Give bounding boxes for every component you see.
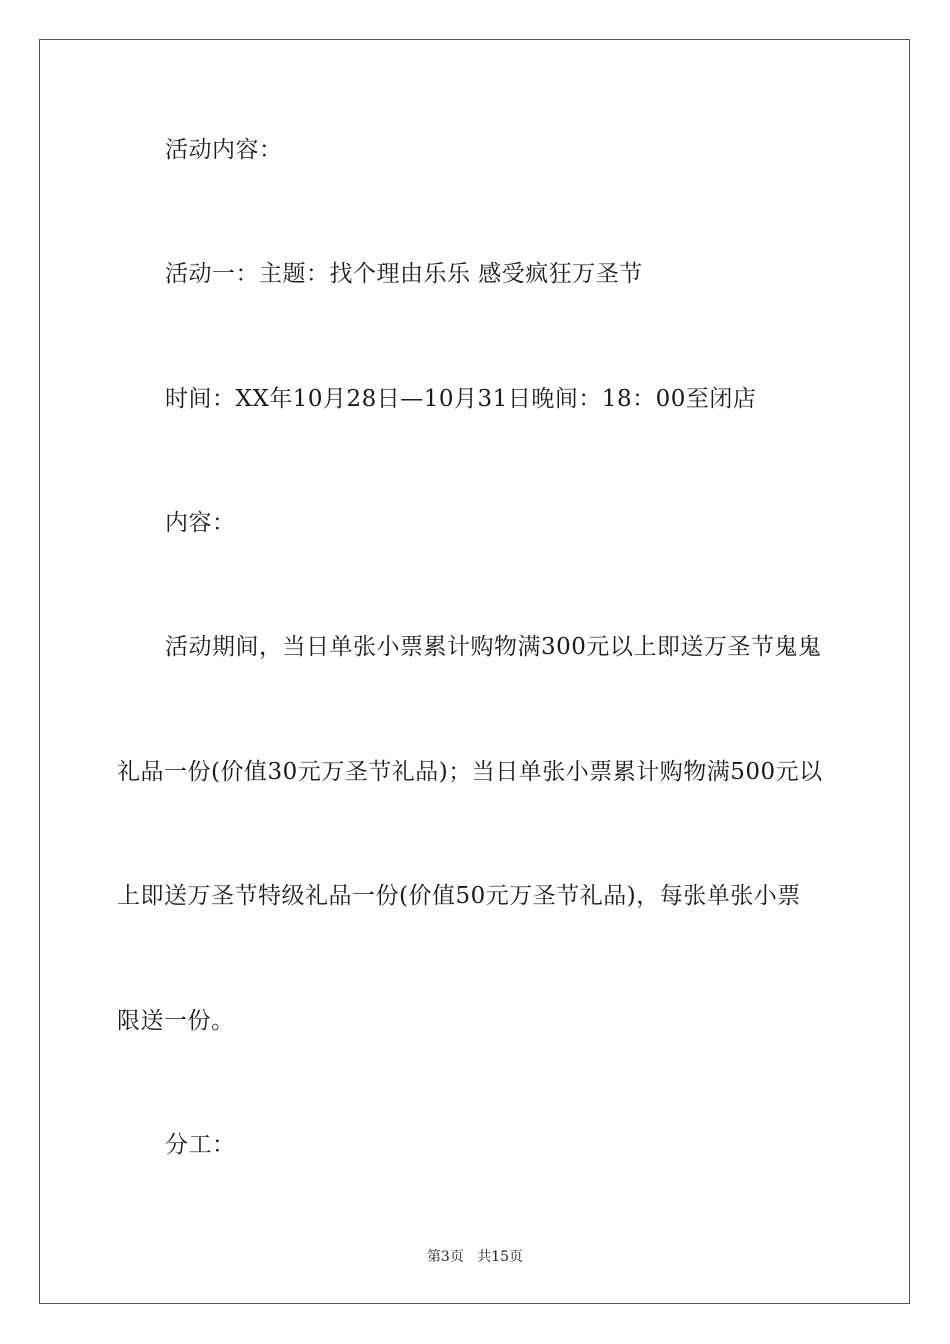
content-heading: 内容： bbox=[165, 510, 236, 536]
page-total: 共15页 bbox=[477, 1249, 524, 1265]
section-heading-activity-content: 活动内容： bbox=[165, 137, 283, 163]
page-number: 第3页 bbox=[426, 1249, 464, 1265]
paragraph-line-4: 限送一份。 bbox=[117, 1008, 235, 1034]
activity-time: 时间：XX年10月28日—10月31日晚间：18：00至闭店 bbox=[165, 386, 757, 412]
page-frame bbox=[39, 39, 910, 1304]
division-heading: 分工： bbox=[165, 1132, 236, 1158]
paragraph-line-2: 礼品一份(价值30元万圣节礼品)；当日单张小票累计购物满500元以 bbox=[117, 759, 823, 785]
paragraph-line-3: 上即送万圣节特级礼品一份(价值50元万圣节礼品)，每张单张小票 bbox=[117, 883, 801, 909]
paragraph-line-1: 活动期间，当日单张小票累计购物满300元以上即送万圣节鬼鬼 bbox=[165, 634, 822, 660]
activity-one-theme: 活动一：主题：找个理由乐乐 感受疯狂万圣节 bbox=[165, 261, 643, 287]
page-footer bbox=[0, 1248, 950, 1266]
